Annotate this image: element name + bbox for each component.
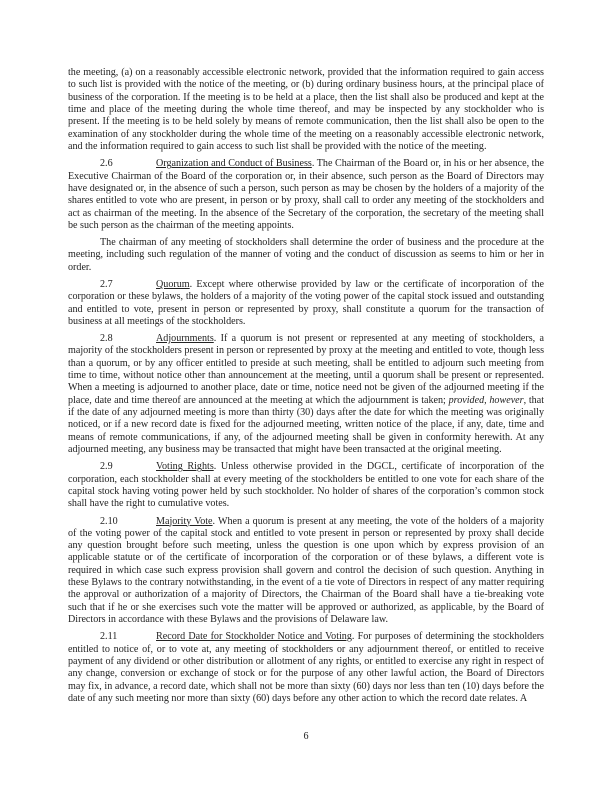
section-2-10 [68,516,544,627]
section-2-8-title: Adjournments [156,333,214,345]
section-2-11-number: 2.11 [100,631,118,643]
section-2-9-body: . Unless otherwise provided in the DGCL, certificate of incorporation of the corporation, each stockholder shall at every meeting of the stockholders be entitled to one vote for each share of the capital stock having voting power held by such stockholder. No holder of shares of the corporation’s common stock shall have the right to cumulative votes. [68,461,544,510]
section-2-9-title: Voting Rights [156,461,214,473]
section-2-11 [68,631,544,705]
section-2-6 [68,158,544,232]
section-2-9-number: 2.9 [100,461,113,473]
page-number: 6 [303,731,309,742]
section-2-7 [68,279,544,328]
section-2-8-body-start: . If a quorum is not present or represented at any meeting of stockholders, a majority of the stockholders present in person or represented by proxy at the meeting and entitled to vote, though less than a quorum, or by any officer entitled to preside at such meeting, shall be entitled to adjourn such meeting from time to time, without notice other than announcement at the meeting, until a quorum shall be present or represented. When a meeting is adjourned to another place, date or time, notice need not be given of the adjourned meeting if the place, date and time thereof are announced at the meeting at which the adjournment is taken; [68,333,544,406]
section-2-11-title: Record Date for Stockholder Notice and Voting [156,631,352,643]
page-text-block [68,67,544,710]
section-2-8-body-end: , that if the date of any adjourned meeting is more than thirty (30) days after the date for which the meeting was originally noticed, or if a new record date is fixed for the adjourned meeting, written notice of the place, if any, date, time and means of remote communications, if any, of the adjourned meeting shall be given in conformity herewith. At any adjourned meeting, any business may be transacted that might have been transacted at the original meeting. [68,394,545,456]
proviso-italic-phrase: provided, however [448,394,524,406]
section-2-6-title: Organization and Conduct of Business [156,158,312,170]
section-2-9 [68,461,544,510]
chairman-order-paragraph: The chairman of any meeting of stockholders shall determine the order of business and the procedure at the meeting, including such regulation of the manner of voting and the conduct of discussion as seems to him or her in order. [68,237,544,273]
section-2-10-title: Majority Vote [156,515,213,527]
section-2-7-body: . Except where otherwise provided by law or the certificate of incorporation of the corporation or these bylaws, the holders of a majority of the voting power of the capital stock issued and outstanding and entitled to vote, present in person or represented by proxy, shall constitute a quorum for the transaction of business at all meetings of the stockholders. [68,278,544,327]
section-2-6-body: . The Chairman of the Board or, in his or her absence, the Executive Chairman of the Board of the corporation or, in their absence, such person as the Board of Directors may have designated or, in the absence of such a person, such person as may be chosen by the holders of a majority of the shares entitled to vote who are present, in person or by proxy, shall call to order any meeting of the stockholders and act as chairman of the meeting. In the absence of the Secretary of the corporation, the secretary of the meeting shall be such person as the chairman of the meeting appoints. [68,158,545,231]
section-2-10-number: 2.10 [100,515,118,527]
continuation-paragraph: the meeting, (a) on a reasonably accessible electronic network, provided that the information required to gain access to such list is provided with the notice of the meeting, or (b) during ordinary business hours, at the principal place of business of the corporation. If the meeting is to be held at a place, then the list shall also be produced and kept at the time and place of the meeting during the whole time thereof, and may be inspected by any stockholder who is present. If the meeting is to be held solely by means of remote communication, then the list shall also be open to the examination of any stockholder during the whole time of the meeting on a reasonably accessible electronic network, and the information required to gain access to such list shall be provided with the notice of the meeting. [68,67,544,152]
section-2-8 [68,333,544,456]
section-2-11-body: . For purposes of determining the stockholders entitled to notice of, or to vote at, any meeting of stockholders or any adjournment thereof, or entitled to receive payment of any dividend or other distribution or allotment of any rights, or entitled to exercise any right in respect of any change, conversion or exchange of stock or for the purpose of any other lawful action, the Board of Directors may fix, in advance, a record date, which shall not be more than sixty (60) days nor less than ten (10) days before the date of any such meeting nor more than sixty (60) days before any other action to which the record date relates. A [68,631,544,704]
section-2-7-title: Quorum [156,278,190,290]
section-2-10-body: . When a quorum is present at any meeting, the vote of the holders of a majority of the voting power of the capital stock and entitled to vote present in person or represented by proxy shall decide any question brought before such meeting, unless the question is one upon which by express provision of an applicable statute or of the certificate of incorporation of the corporation or of these bylaws, a different vote is required in which case such express provision shall govern and control the decision of such question. Anything in these Bylaws to the contrary notwithstanding, in the event of a tie vote of Directors in respect of any matter requiring the approval or authorization of a majority of Directors, the Chairman of the Board shall have a tie-breaking vote such that if he or she exercises such vote the matter will be approved or authorized, as applicable, by the Board of Directors in accordance with these Bylaws and the provisions of Delaware law. [68,515,544,626]
section-2-6-number: 2.6 [100,158,113,170]
section-2-8-number: 2.8 [100,333,113,345]
section-2-7-number: 2.7 [100,278,113,290]
